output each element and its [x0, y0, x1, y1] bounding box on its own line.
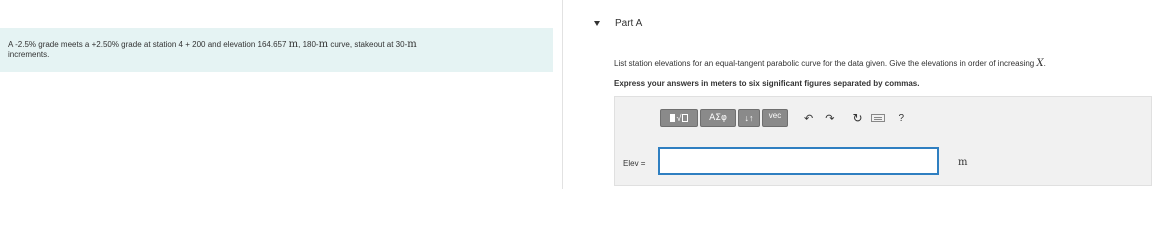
unit-m-1: m [288, 39, 299, 50]
collapse-caret-icon[interactable] [594, 21, 600, 26]
answer-panel [564, 0, 1152, 189]
template-square-icon [670, 114, 675, 122]
unit-m-3: m [407, 39, 417, 50]
templates-button[interactable] [660, 109, 698, 127]
question-body: List station elevations for an equal-tangent parabolic curve for the data given. Give the elevations in order of increasing [614, 59, 1037, 68]
part-header[interactable] [594, 18, 642, 29]
problem-text-1: A -2.5% grade meets a +2.50% grade at station 4 + 200 and elevation 164.657 [8, 40, 289, 49]
part-title: Part A [615, 18, 643, 29]
problem-statement [0, 28, 553, 72]
instruction-text: Express your answers in meters to six significant figures separated by commas. [614, 79, 920, 88]
help-button[interactable]: ? [898, 112, 905, 124]
problem-text-4: increments. [8, 50, 50, 59]
undo-icon[interactable]: ↶ [804, 112, 814, 125]
elev-label: Elev = [623, 159, 646, 168]
problem-text-3: curve, stakeout at 30- [328, 40, 408, 49]
problem-text-2: , 180- [298, 40, 319, 49]
question-suffix: . [1043, 59, 1046, 68]
reset-icon[interactable]: ↻ [852, 111, 863, 125]
math-toolbar [660, 109, 904, 127]
templates-label: √ [676, 113, 682, 123]
vector-button[interactable]: vec [762, 109, 788, 127]
greek-button[interactable]: ΑΣφ [700, 109, 736, 127]
answer-box [614, 96, 1152, 186]
unit-m-2: m [318, 39, 329, 50]
question-text [614, 58, 1144, 69]
question-variable: X [1036, 58, 1044, 69]
problem-panel [0, 0, 563, 189]
keyboard-icon[interactable] [871, 114, 885, 122]
template-box-icon [682, 114, 688, 122]
arrows-button[interactable]: ↓↑ [738, 109, 760, 127]
redo-icon[interactable]: ↷ [825, 112, 835, 125]
unit-label: m [958, 157, 968, 168]
elev-input[interactable] [658, 147, 939, 175]
